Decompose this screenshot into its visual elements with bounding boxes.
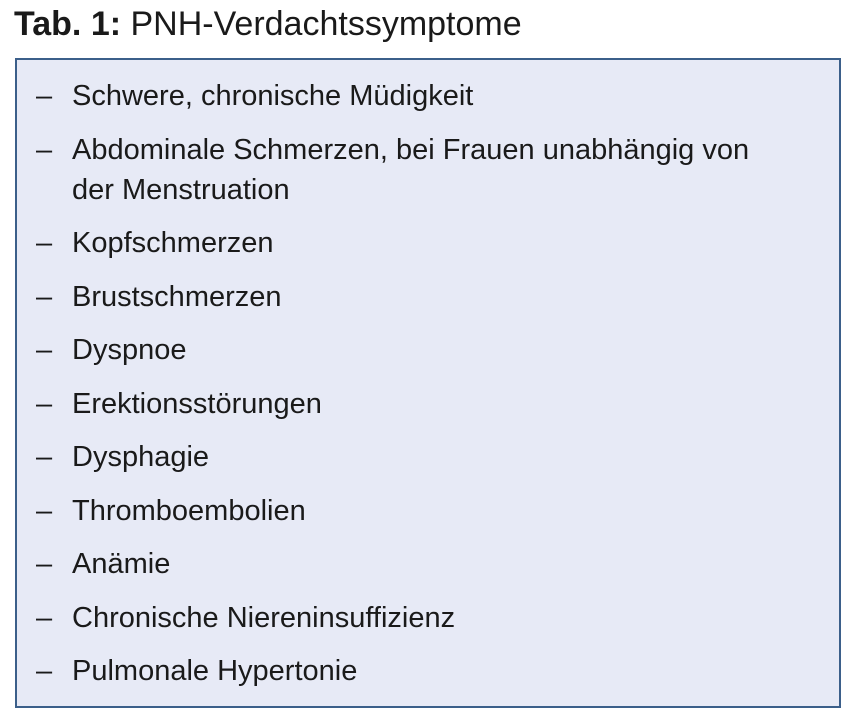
symptom-text: Dyspnoe xyxy=(72,334,187,366)
list-item xyxy=(17,437,839,477)
symptom-text: Dysphagie xyxy=(72,441,210,473)
dash-bullet: – xyxy=(36,441,53,473)
list-item xyxy=(17,598,839,638)
symptom-box xyxy=(15,58,841,708)
list-item xyxy=(17,277,839,317)
dash-bullet: – xyxy=(36,227,53,259)
list-item xyxy=(17,330,839,370)
dash-bullet: – xyxy=(36,494,53,527)
symptom-text: Chronische Niereninsuffizienz xyxy=(72,601,456,634)
list-item xyxy=(17,223,839,263)
symptom-list xyxy=(17,76,839,705)
list-item xyxy=(17,491,839,531)
dash-bullet: – xyxy=(36,601,53,634)
list-item xyxy=(17,76,839,116)
symptom-text: Kopfschmerzen xyxy=(72,227,274,259)
list-item xyxy=(17,651,839,691)
list-item xyxy=(17,544,839,584)
dash-bullet: – xyxy=(36,280,53,313)
dash-bullet: – xyxy=(36,80,53,112)
symptom-text: Anämie xyxy=(72,548,171,580)
dash-bullet: – xyxy=(36,548,53,580)
table-title-text: PNH-Verdachtssymptome xyxy=(130,5,522,43)
list-item xyxy=(17,130,839,210)
symptom-text: Abdominale Schmerzen, bei Frauen unabhängig von der Menstruation xyxy=(72,133,750,206)
dash-bullet: – xyxy=(36,387,53,420)
symptom-text: Thromboembolien xyxy=(72,494,306,527)
table-title xyxy=(14,4,522,44)
symptom-text: Brustschmerzen xyxy=(72,280,282,313)
table-label: Tab. 1: xyxy=(14,5,122,43)
dash-bullet: – xyxy=(36,133,53,166)
dash-bullet: – xyxy=(36,334,53,366)
symptom-text: Schwere, chronische Müdigkeit xyxy=(72,80,474,112)
symptom-text: Pulmonale Hypertonie xyxy=(72,655,358,687)
dash-bullet: – xyxy=(36,655,53,687)
list-item xyxy=(17,384,839,424)
symptom-text: Erektionsstörungen xyxy=(72,387,322,420)
